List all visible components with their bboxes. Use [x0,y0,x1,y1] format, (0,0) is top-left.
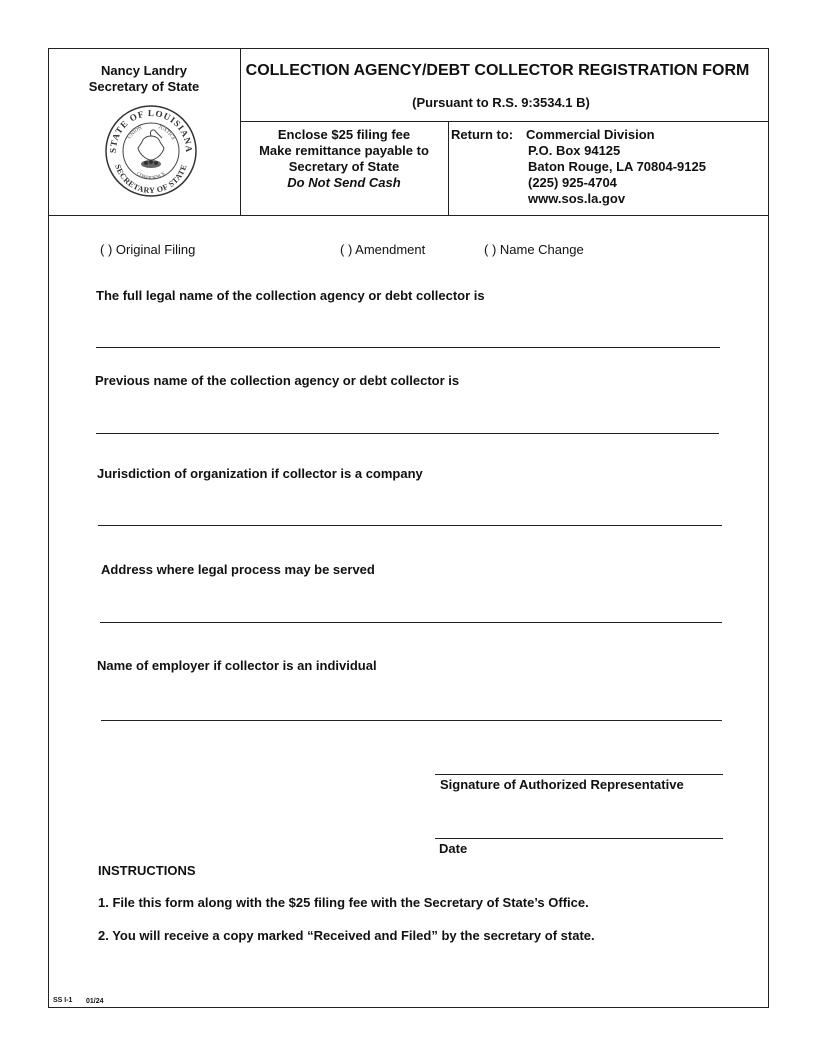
official-name: Nancy Landry [101,63,187,78]
seal-motto-bottom: CONFIDENCE [135,171,167,182]
employer-label: Name of employer if collector is an individual [97,658,377,673]
return-to-label: Return to: [451,127,514,142]
seal-motto-left: UNION [127,125,143,141]
seal-top-text: STATE OF LOUISIANA [107,107,195,154]
form-code: SS I-1 [53,997,73,1004]
instructions-heading: INSTRUCTIONS [98,863,196,878]
date-label: Date [439,841,468,856]
official-title: Secretary of State [88,79,200,94]
return-division: Commercial Division [526,127,655,142]
instruction-step-2: 2. You will receive a copy marked “Received and Filed” by the secretary of state. [98,928,595,943]
fee-line-4: Do Not Send Cash [287,175,401,190]
instruction-step-1: 1. File this form along with the $25 filing fee with the Secretary of State’s Office. [98,895,589,910]
form-revision: 01/24 [86,998,104,1005]
previous-name-label: Previous name of the collection agency or debt collector is [95,373,460,388]
header-divider-right [448,121,449,216]
previous-name-line[interactable] [96,433,719,434]
signature-label: Signature of Authorized Representative [440,777,684,792]
legal-name-line[interactable] [96,347,720,348]
date-line[interactable] [435,838,723,839]
fee-line-2: Make remittance payable to [259,143,429,158]
form-title: COLLECTION AGENCY/DEBT COLLECTOR REGISTRATION FORM [245,62,750,79]
statute-reference: (Pursuant to R.S. 9:3534.1 B) [412,95,590,110]
jurisdiction-line[interactable] [98,525,722,526]
return-po-box: P.O. Box 94125 [528,143,621,158]
state-seal-icon [104,104,198,198]
fee-line-3: Secretary of State [288,159,400,174]
return-website[interactable]: www.sos.la.gov [528,191,626,206]
return-city: Baton Rouge, LA 70804-9125 [528,159,706,174]
seal-motto-right: JUSTICE [157,125,176,142]
jurisdiction-label: Jurisdiction of organization if collector is a company [97,466,423,481]
header-divider-middle [240,121,769,122]
seal-bottom-text: SECRETARY OF STATE [113,163,189,196]
address-label: Address where legal process may be served [101,562,375,577]
legal-name-label: The full legal name of the collection agency or debt collector is [96,288,485,303]
option-original-filing[interactable]: ( ) Original Filing [100,242,196,257]
signature-line[interactable] [435,774,723,775]
fee-line-1: Enclose $25 filing fee [277,127,411,142]
option-name-change[interactable]: ( ) Name Change [484,242,584,257]
return-phone: (225) 925-4704 [528,175,617,190]
address-line[interactable] [100,622,722,623]
option-amendment[interactable]: ( ) Amendment [340,242,426,257]
header-divider-bottom [48,215,769,216]
svg-text:CONFIDENCE [135,172,167,182]
employer-line[interactable] [101,720,722,721]
